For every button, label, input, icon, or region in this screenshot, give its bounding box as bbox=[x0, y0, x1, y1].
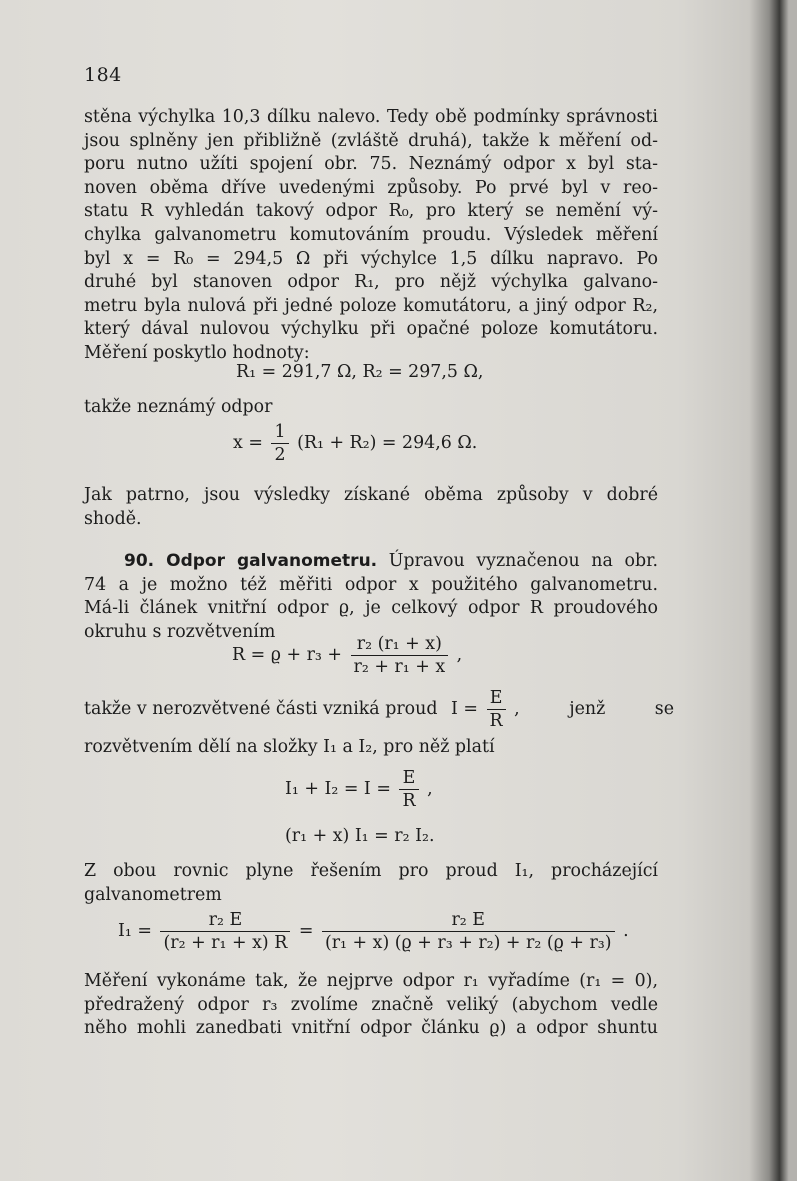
eq-tail: , bbox=[456, 645, 463, 665]
text-line: který dával nulovou výchylku při opačné poloze komutátoru. bbox=[84, 319, 658, 340]
text-line: takže neznámý odpor bbox=[84, 397, 273, 417]
fraction-second bbox=[322, 910, 615, 953]
fraction-numerator: E bbox=[487, 688, 506, 710]
fraction-denominator: 2 bbox=[274, 445, 286, 465]
eq-lhs: x = bbox=[233, 433, 263, 453]
text-line: Měření vykonáme tak, že nejprve odpor r₁ vyřadíme (r₁ = 0), bbox=[84, 971, 658, 991]
fraction-numerator: E bbox=[399, 768, 418, 790]
fraction-branch bbox=[351, 634, 449, 677]
text-line: předražený odpor r₃ zvolíme značně veliký (abychom vedle bbox=[84, 994, 658, 1015]
equation-current-ratio: (r₁ + x) I₁ = r₂ I₂. bbox=[285, 826, 435, 846]
text-line: jsou splněny jen přibližně (zvláště druhá), takže k měření od- bbox=[84, 130, 658, 151]
fraction-denominator: R bbox=[489, 711, 503, 731]
fraction-denominator: (r₂ + r₁ + x) R bbox=[163, 933, 288, 953]
text-line: chylka galvanometru komutováním proudu. Výsledek měření bbox=[84, 224, 658, 245]
eq-lhs: R = ϱ + r₃ + bbox=[232, 645, 342, 665]
equation-galvanometer-current bbox=[118, 910, 629, 953]
fraction-half bbox=[271, 422, 288, 465]
paragraph-solution bbox=[84, 860, 658, 907]
eq-tail: . bbox=[623, 921, 629, 941]
text-line: stěna výchylka 10,3 dílku nalevo. Tedy obě podmínky správnosti bbox=[84, 107, 658, 127]
paragraph-measurement bbox=[84, 106, 658, 366]
text-line: Z obou rovnic plyne řešením pro proud I₁, procházející bbox=[84, 861, 658, 881]
text-line: noven oběma dříve uvedenými způsoby. Po prvé byl v reo- bbox=[84, 177, 658, 198]
fraction-numerator: r₂ (r₁ + x) bbox=[351, 634, 449, 656]
current-sentence bbox=[84, 688, 674, 731]
eq-rhs: (R₁ + R₂) = 294,6 Ω. bbox=[297, 433, 478, 453]
text-line: galvanometrem bbox=[84, 884, 222, 905]
equation-total-resistance bbox=[232, 634, 462, 677]
text-line: shodě. bbox=[84, 508, 142, 529]
eq-equals: = bbox=[298, 921, 314, 941]
text-line: byl x = R₀ = 294,5 Ω při výchylce 1,5 dílku napravo. Po bbox=[84, 248, 658, 269]
fraction-numerator: r₂ E bbox=[322, 910, 615, 932]
fraction-e-over-r bbox=[399, 768, 418, 811]
book-spine-edge bbox=[789, 0, 797, 1181]
text-line: něho mohli zanedbati vnitřní odpor článku ϱ) a odpor shuntu bbox=[84, 1018, 658, 1039]
equation-current-sum bbox=[285, 768, 433, 811]
section-intro: Úpravou vyznačenou na obr. bbox=[388, 551, 659, 571]
paragraph-split bbox=[84, 736, 658, 760]
paragraph-takze bbox=[84, 396, 658, 420]
fraction-numerator: r₂ E bbox=[160, 910, 290, 932]
text-line: statu R vyhledán takový odpor R₀, pro který se nemění vý- bbox=[84, 201, 658, 222]
fraction-e-over-r bbox=[487, 688, 506, 731]
fraction-denominator: (r₁ + x) (ϱ + r₃ + r₂) + r₂ (ϱ + r₃) bbox=[324, 933, 612, 953]
page-number: 184 bbox=[84, 64, 122, 86]
section-heading: 90. Odpor galvanometru. bbox=[124, 551, 378, 571]
text-line: metru byla nulová při jedné poloze komutátoru, a jiný odpor R₂, bbox=[84, 295, 658, 316]
fraction-denominator: R bbox=[402, 791, 416, 811]
text-line: 74 a je možno též měřiti odpor x použitého galvanometru. bbox=[84, 574, 658, 595]
equation-r1-r2: R₁ = 291,7 Ω, R₂ = 297,5 Ω, bbox=[236, 362, 484, 382]
text-line: Má-li článek vnitřní odpor ϱ, je celkový odpor R proudového bbox=[84, 598, 658, 619]
eq-current: I = bbox=[450, 699, 478, 719]
text-line: poru nutno užíti spojení obr. 75. Neznámý odpor x byl sta- bbox=[84, 154, 658, 175]
paragraph-procedure bbox=[84, 970, 658, 1041]
fraction-first bbox=[160, 910, 290, 953]
text-line: okruhu s rozvětvením bbox=[84, 621, 276, 642]
text-before: takže v nerozvětvené části vzniká proud bbox=[84, 699, 438, 719]
text-line: rozvětvením dělí na složky I₁ a I₂, pro něž platí bbox=[84, 737, 495, 757]
fraction-denominator: r₂ + r₁ + x bbox=[353, 657, 446, 677]
eq-lhs: I₁ = bbox=[118, 921, 152, 941]
text-after: , jenž se bbox=[514, 699, 674, 719]
text-line: Měření poskytlo hodnoty: bbox=[84, 342, 310, 363]
eq-lhs: I₁ + I₂ = I = bbox=[285, 779, 391, 799]
paragraph-conclusion bbox=[84, 484, 658, 531]
text-line bbox=[84, 550, 658, 574]
text-line: druhé byl stanoven odpor R₁, pro nějž výchylka galvano- bbox=[84, 272, 658, 293]
fraction-numerator: 1 bbox=[271, 422, 288, 444]
text-line: Jak patrno, jsou výsledky získané oběma způsoby v dobré bbox=[84, 485, 658, 505]
section-galvanometer-resistance bbox=[84, 550, 658, 644]
eq-tail: , bbox=[427, 779, 433, 799]
equation-x-average bbox=[233, 422, 477, 465]
